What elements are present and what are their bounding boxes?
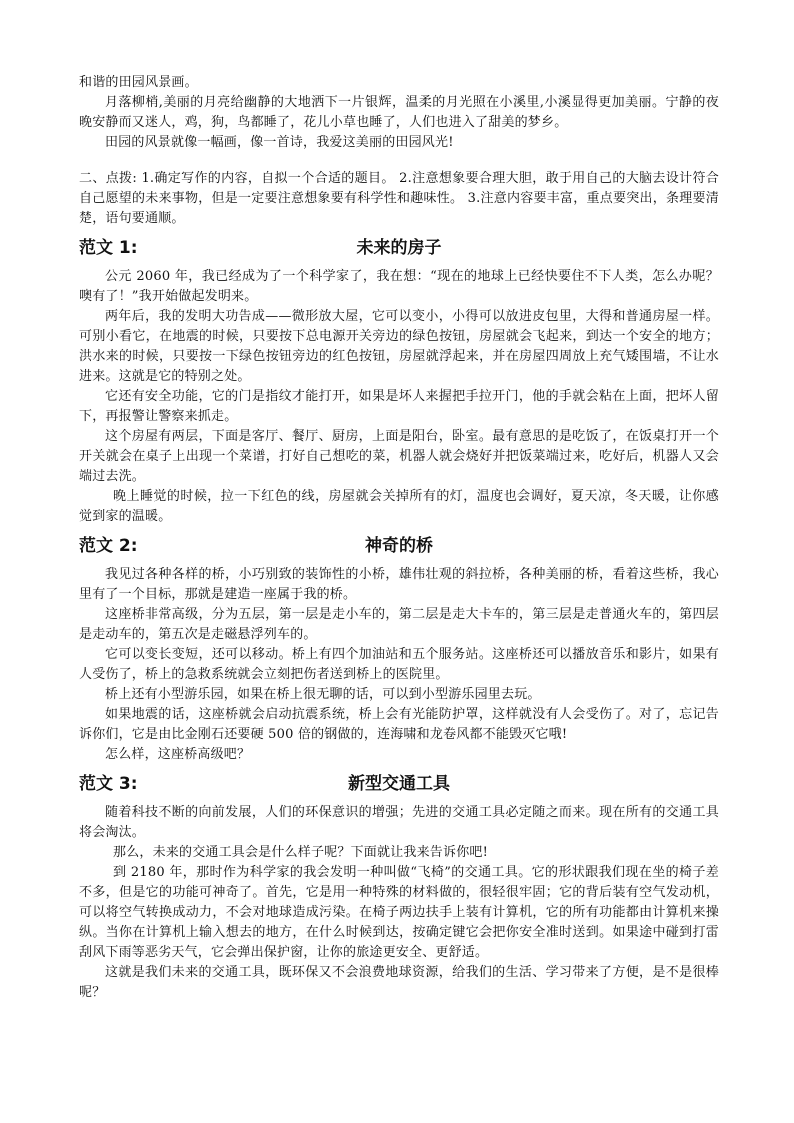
section-1-label: 范文 1: xyxy=(79,238,138,258)
section-3-label: 范文 3: xyxy=(79,774,138,794)
writing-tips: 二、点拨: 1.确定写作的内容，自拟一个合适的题目。 2.注意想象要合理大胆，敢于用自己的大脑去设计符合自己愿望的未来事物，但是一定要注意想象要有科学性和趣味性。 3.注意内容要丰富，重点要突出，条理要清楚，语句要通顺。 xyxy=(79,171,719,226)
section-2-paragraph: 它可以变长变短，还可以移动。桥上有四个加油站和五个服务站。这座桥还可以播放音乐和影片，如果有人受伤了，桥上的急救系统就会立刻把伤者送到桥上的医院里。 xyxy=(79,647,719,682)
section-2-label: 范文 2: xyxy=(79,536,138,556)
section-2-paragraph: 怎么样，这座桥高级吧？ xyxy=(105,747,251,762)
section-3-header xyxy=(79,765,719,803)
section-3-paragraph: 到 2180 年，那时作为科学家的我会发明一种叫做“飞椅”的交通工具。它的形状跟我们现在坐的椅子差不多，但是它的功能可神奇了。首先，它是用一种特殊的材料做的，很轻很牢固；它的背后装有空气发动机，可以将空气转换成动力，不会对地球造成污染。在椅子两边扶手上装有计算机，它的所有功能都由计算机来操纵。当你在计算机上输入想去的地方，在什么时候到达，按确定键它会把你安全准时送到。如果途中碰到打雷刮风下雨等恶劣天气，它会弹出保护窗，让你的旅途更安全、更舒适。 xyxy=(79,865,719,960)
intro-paragraph-2: 月落柳梢,美丽的月亮给幽静的大地洒下一片银辉，温柔的月光照在小溪里,小溪显得更加美丽。宁静的夜晚安静而又迷人，鸡，狗，鸟都睡了，花儿小草也睡了，人们也进入了甜美的梦乡。 xyxy=(79,95,719,130)
document-page xyxy=(79,73,719,1003)
intro-paragraph-3: 田园的风景就像一幅画，像一首诗，我爱这美丽的田园风光! xyxy=(105,135,454,150)
section-2-header xyxy=(79,527,719,565)
intro-paragraph-1: 和谐的田园风景画。 xyxy=(79,75,198,90)
spacer xyxy=(79,153,719,169)
section-1-paragraph: 两年后，我的发明大功告成——微形放大屋，它可以变小，小得可以放进皮包里，大得和普通房屋一样。可别小看它，在地震的时候，只要按下总电源开关旁边的绿色按钮，房屋就会飞起来，到达一个安全的地方；洪水来的时候，只要按一下绿色按钮旁边的红色按钮，房屋就浮起来，并在房屋四周放上充气矮围墙，不让水进来。这就是它的特别之处。 xyxy=(79,309,719,384)
section-1-paragraph: 这个房屋有两层，下面是客厅、餐厅、厨房，上面是阳台，卧室。最有意思的是吃饭了，在饭桌打开一个开关就会在桌子上出现一个菜谱，打好自己想吃的菜，机器人就会烧好并把饭菜端过来，吃好后，机器人又会端过去洗。 xyxy=(79,429,719,484)
section-2-paragraph: 如果地震的话，这座桥就会启动抗震系统，桥上会有光能防护罩，这样就没有人会受伤了。对了，忘记告诉你们，它是由比金刚石还要硬 500 倍的钢做的，连海啸和龙卷风都不能毁灭它哦! xyxy=(79,707,719,742)
section-2-paragraph: 我见过各种各样的桥，小巧别致的装饰性的小桥，雄伟壮观的斜拉桥，各种美丽的桥，看着这些桥，我心里有了一个目标，那就是建造一座属于我的桥。 xyxy=(79,567,719,602)
section-1-header xyxy=(79,229,719,267)
section-1-paragraph: 公元 2060 年，我已经成为了一个科学家了，我在想：“现在的地球上已经快要住不下人类，怎么办呢？噢有了！”我开始做起发明来。 xyxy=(79,269,719,304)
section-3-title: 新型交通工具 xyxy=(348,774,450,794)
section-3-paragraph: 这就是我们未来的交通工具，既环保又不会浪费地球资源，给我们的生活、学习带来了方便，是不是很棒呢？ xyxy=(79,965,719,1000)
section-3-paragraph: 那么，未来的交通工具会是什么样子呢？下面就让我来告诉你吧! xyxy=(113,845,489,860)
section-2-title: 神奇的桥 xyxy=(365,536,433,556)
section-1-paragraph: 它还有安全功能，它的门是指纹才能打开，如果是坏人来握把手拉开门，他的手就会粘在上面，把坏人留下，再报警让警察来抓走。 xyxy=(79,389,719,424)
section-1-title: 未来的房子 xyxy=(356,238,442,258)
section-3-paragraph: 随着科技不断的向前发展，人们的环保意识的增强；先进的交通工具必定随之而来。现在所有的交通工具将会淘汰。 xyxy=(79,805,719,840)
section-2-paragraph: 桥上还有小型游乐园，如果在桥上很无聊的话，可以到小型游乐园里去玩。 xyxy=(105,687,541,702)
section-1-paragraph: 晚上睡觉的时候，拉一下红色的线，房屋就会关掉所有的灯，温度也会调好，夏天凉，冬天暖，让你感觉到家的温暖。 xyxy=(79,489,719,524)
section-2-paragraph: 这座桥非常高级，分为五层，第一层是走小车的，第二层是走大卡车的，第三层是走普通火车的，第四层是走动车的，第五次是走磁悬浮列车的。 xyxy=(79,607,719,642)
